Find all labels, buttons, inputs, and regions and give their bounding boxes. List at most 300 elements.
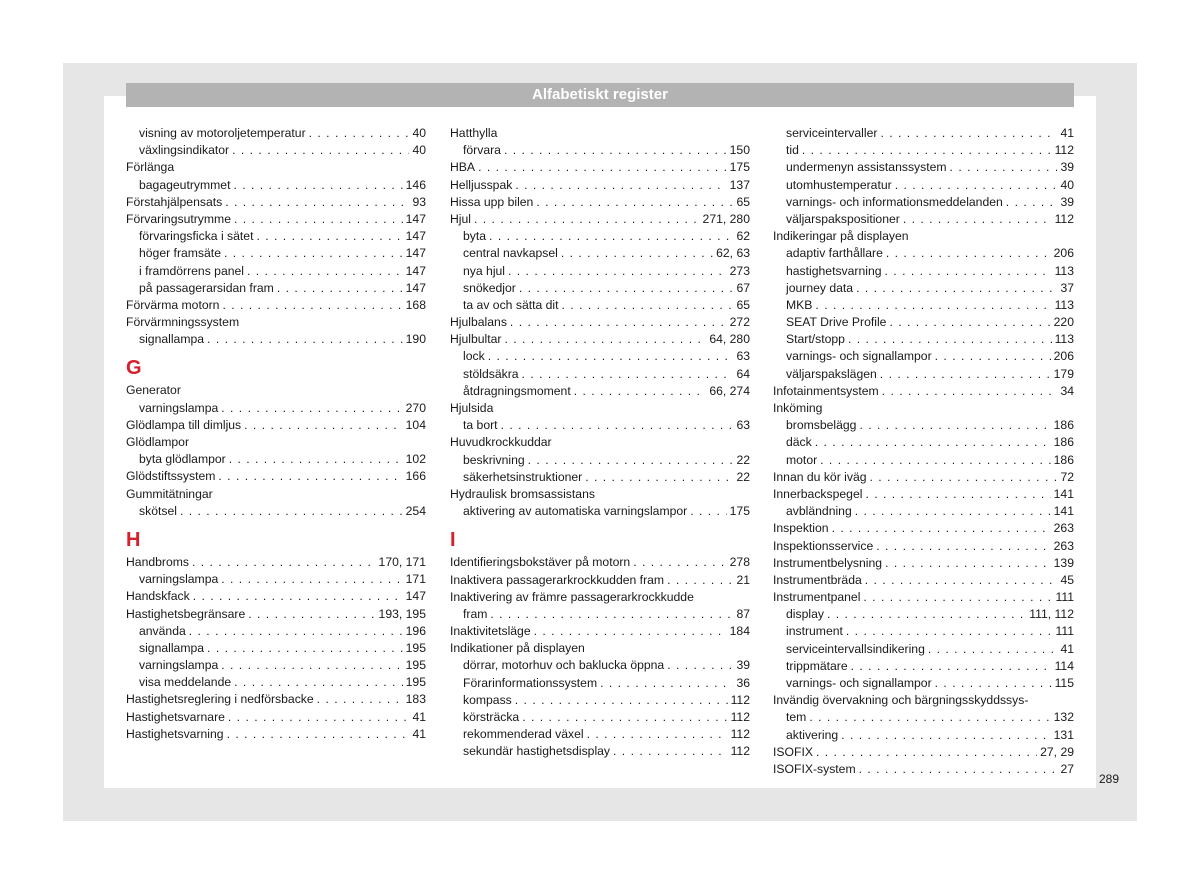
index-subentry bbox=[450, 383, 750, 400]
entry-term: visning av motoroljetemperatur bbox=[139, 126, 306, 140]
entry-page-ref: 66, 274 bbox=[709, 383, 750, 398]
entry-page-ref: 41 bbox=[1060, 126, 1074, 140]
index-entry bbox=[773, 692, 1074, 709]
leader-dots bbox=[221, 657, 402, 674]
entry-term: kompass bbox=[463, 692, 512, 707]
index-subentry bbox=[773, 434, 1074, 451]
entry-page-ref: 273 bbox=[729, 263, 750, 278]
index-entry bbox=[126, 554, 426, 571]
entry-page-ref: 65 bbox=[736, 297, 750, 312]
entry-page-ref: 40 bbox=[412, 126, 426, 140]
index-subentry bbox=[126, 331, 426, 348]
leader-dots bbox=[865, 486, 1050, 503]
entry-term: varningslampa bbox=[139, 658, 219, 673]
entry-page-ref: 39 bbox=[1060, 160, 1074, 175]
leader-dots bbox=[667, 657, 733, 674]
leader-dots bbox=[504, 142, 727, 159]
entry-term: lock bbox=[463, 349, 485, 364]
entry-term: väljarspakspositioner bbox=[786, 211, 900, 226]
index-subentry bbox=[126, 400, 426, 417]
entry-term: väljarspakslägen bbox=[786, 366, 877, 381]
entry-term: HBA bbox=[450, 160, 476, 175]
entry-term: däck bbox=[786, 435, 812, 450]
index-subentry bbox=[773, 727, 1074, 744]
entry-term: instrument bbox=[786, 624, 843, 639]
leader-dots bbox=[561, 245, 713, 262]
leader-dots bbox=[802, 142, 1052, 159]
entry-term: byta glödlampor bbox=[139, 452, 226, 467]
entry-page-ref: 139 bbox=[1053, 555, 1074, 570]
entry-page-ref: 102 bbox=[405, 452, 426, 467]
leader-dots bbox=[809, 709, 1050, 726]
entry-term: Identifieringsbokstäver på motorn bbox=[450, 555, 631, 570]
index-entry bbox=[126, 211, 426, 228]
entry-term: trippmätare bbox=[786, 658, 848, 673]
entry-term: Hjulsida bbox=[450, 401, 494, 415]
entry-term: sekundär hastighetsdisplay bbox=[463, 744, 611, 759]
entry-term: Inspektion bbox=[773, 521, 829, 536]
index-subentry bbox=[126, 623, 426, 640]
entry-page-ref: 67 bbox=[736, 280, 750, 295]
entry-term: Indikationer på displayen bbox=[450, 641, 585, 656]
index-subentry bbox=[126, 451, 426, 468]
leader-dots bbox=[488, 348, 734, 365]
entry-page-ref: 40 bbox=[1060, 177, 1074, 192]
entry-page-ref: 183 bbox=[405, 692, 426, 707]
entry-term: skötsel bbox=[139, 503, 177, 518]
leader-dots bbox=[221, 571, 402, 588]
entry-page-ref: 170, 171 bbox=[378, 554, 426, 569]
index-subentry bbox=[126, 571, 426, 588]
section-letter: G bbox=[126, 357, 142, 380]
entry-page-ref: 22 bbox=[736, 452, 750, 467]
index-entry bbox=[450, 194, 750, 211]
index-subentry bbox=[773, 245, 1074, 262]
entry-term: varnings- och signallampor bbox=[786, 676, 932, 690]
entry-page-ref: 41 bbox=[1060, 641, 1074, 656]
entry-term: Inaktivera passagerarkrockkudden fram bbox=[450, 572, 665, 587]
index-entry bbox=[773, 572, 1074, 589]
entry-page-ref: 271, 280 bbox=[702, 211, 750, 226]
entry-term: Hissa upp bilen bbox=[450, 194, 534, 209]
index-entry bbox=[126, 468, 426, 485]
index-entry bbox=[126, 194, 426, 211]
index-subentry bbox=[126, 142, 426, 159]
index-entry bbox=[126, 382, 426, 399]
leader-dots bbox=[885, 263, 1052, 280]
index-entry bbox=[450, 125, 750, 142]
leader-dots bbox=[859, 417, 1050, 434]
entry-term: Helljusspak bbox=[450, 177, 513, 192]
entry-term: Hjul bbox=[450, 211, 471, 226]
entry-page-ref: 62 bbox=[736, 229, 750, 244]
entry-page-ref: 45 bbox=[1060, 572, 1074, 587]
leader-dots bbox=[228, 709, 410, 726]
entry-term: Instrumentbräda bbox=[773, 572, 862, 587]
index-entry bbox=[450, 623, 750, 640]
index-subentry bbox=[773, 641, 1074, 658]
entry-term: Handskfack bbox=[126, 589, 190, 604]
leader-dots bbox=[815, 434, 1051, 451]
leader-dots bbox=[820, 452, 1051, 469]
entry-term: Inköming bbox=[773, 401, 823, 415]
entry-page-ref: 115 bbox=[1054, 676, 1074, 690]
entry-page-ref: 131 bbox=[1053, 727, 1074, 742]
entry-term: signallampa bbox=[139, 332, 205, 347]
leader-dots bbox=[247, 263, 403, 280]
entry-term: Glödlampa till dimljus bbox=[126, 417, 242, 432]
leader-dots bbox=[515, 692, 728, 709]
entry-term: Indikeringar på displayen bbox=[773, 229, 909, 244]
leader-dots bbox=[882, 383, 1058, 400]
entry-page-ref: 196 bbox=[405, 623, 426, 638]
index-subentry bbox=[450, 366, 750, 383]
page-header: Alfabetiskt register bbox=[126, 83, 1074, 107]
entry-term: Hastighetsreglering i nedförsbacke bbox=[126, 692, 314, 707]
index-subentry bbox=[450, 417, 750, 434]
entry-term: Hydraulisk bromsassistans bbox=[450, 486, 595, 501]
entry-page-ref: 263 bbox=[1053, 521, 1074, 536]
entry-term: display bbox=[786, 607, 824, 622]
entry-page-ref: 37 bbox=[1060, 280, 1074, 295]
entry-page-ref: 195 bbox=[405, 675, 426, 690]
entry-page-ref: 22 bbox=[736, 469, 750, 484]
index-entry bbox=[450, 400, 750, 417]
entry-term: tem bbox=[786, 710, 807, 725]
entry-page-ref: 64, 280 bbox=[709, 332, 750, 347]
leader-dots bbox=[189, 623, 403, 640]
entry-page-ref: 147 bbox=[405, 280, 426, 295]
index-subentry bbox=[773, 211, 1074, 228]
index-entry bbox=[450, 177, 750, 194]
entry-page-ref: 186 bbox=[1053, 452, 1074, 467]
entry-page-ref: 132 bbox=[1053, 710, 1074, 725]
leader-dots bbox=[880, 125, 1057, 142]
entry-page-ref: 190 bbox=[405, 332, 426, 347]
entry-term: aktivering bbox=[786, 727, 839, 742]
entry-page-ref: 206 bbox=[1053, 349, 1074, 364]
index-subentry bbox=[773, 606, 1074, 623]
entry-term: Instrumentpanel bbox=[773, 590, 861, 605]
leader-dots bbox=[865, 572, 1058, 589]
entry-term: visa meddelande bbox=[139, 675, 232, 690]
index-subentry bbox=[450, 228, 750, 245]
entry-page-ref: 63 bbox=[736, 418, 750, 433]
leader-dots bbox=[562, 297, 734, 314]
entry-term: Infotainmentsystem bbox=[773, 383, 879, 398]
entry-page-ref: 147 bbox=[405, 229, 426, 244]
entry-page-ref: 113 bbox=[1054, 297, 1074, 312]
entry-term: Förvärma motorn bbox=[126, 297, 220, 312]
entry-term: Glödstiftssystem bbox=[126, 469, 216, 484]
index-subentry bbox=[450, 469, 750, 486]
index-entry bbox=[773, 538, 1074, 555]
index-entry bbox=[126, 709, 426, 726]
index-subentry bbox=[773, 125, 1074, 142]
entry-term: dörrar, motorhuv och baklucka öppna bbox=[463, 658, 665, 673]
entry-page-ref: 171 bbox=[405, 572, 426, 587]
entry-term: Hastighetsvarning bbox=[126, 726, 224, 741]
entry-page-ref: 147 bbox=[405, 211, 426, 226]
entry-term: ISOFIX bbox=[773, 744, 813, 759]
leader-dots bbox=[855, 503, 1051, 520]
index-entry bbox=[126, 434, 426, 451]
leader-dots bbox=[225, 194, 409, 211]
leader-dots bbox=[510, 314, 727, 331]
entry-term: körsträcka bbox=[463, 710, 520, 724]
leader-dots bbox=[522, 366, 734, 383]
index-entry bbox=[450, 554, 750, 571]
entry-term: undermenyn assistanssystem bbox=[786, 160, 947, 175]
entry-term: fram bbox=[463, 606, 488, 621]
entry-page-ref: 112 bbox=[730, 727, 750, 742]
entry-term: Hatthylla bbox=[450, 126, 498, 140]
leader-dots bbox=[478, 159, 727, 176]
section-letter: H bbox=[126, 528, 141, 551]
index-subentry bbox=[450, 280, 750, 297]
entry-page-ref: 112 bbox=[730, 710, 750, 724]
entry-term: bromsbelägg bbox=[786, 418, 857, 433]
leader-dots bbox=[490, 606, 733, 623]
entry-page-ref: 272 bbox=[729, 315, 750, 330]
leader-dots bbox=[846, 623, 1053, 640]
index-subentry bbox=[773, 709, 1074, 726]
leader-dots bbox=[508, 263, 727, 280]
index-subentry bbox=[773, 348, 1074, 365]
index-subentry bbox=[126, 228, 426, 245]
index-subentry bbox=[450, 657, 750, 674]
index-subentry bbox=[450, 675, 750, 692]
index-entry bbox=[773, 761, 1074, 778]
leader-dots bbox=[667, 572, 733, 589]
index-column-2 bbox=[450, 125, 750, 761]
leader-dots bbox=[848, 331, 1052, 348]
index-entry bbox=[450, 211, 750, 228]
entry-term: serviceintervaller bbox=[786, 126, 878, 140]
entry-term: Hastighetsvarnare bbox=[126, 709, 225, 724]
leader-dots bbox=[856, 280, 1057, 297]
entry-page-ref: 104 bbox=[405, 417, 426, 432]
index-subentry bbox=[773, 675, 1074, 692]
leader-dots bbox=[827, 606, 1026, 623]
index-subentry bbox=[773, 503, 1074, 520]
entry-term: Hastighetsbegränsare bbox=[126, 606, 246, 621]
leader-dots bbox=[876, 538, 1050, 555]
leader-dots bbox=[234, 674, 403, 691]
index-entry bbox=[450, 589, 750, 606]
entry-page-ref: 63 bbox=[736, 349, 750, 364]
index-entry bbox=[126, 486, 426, 503]
leader-dots bbox=[227, 726, 410, 743]
entry-term: ISOFIX-system bbox=[773, 761, 856, 776]
entry-page-ref: 146 bbox=[405, 177, 426, 192]
leader-dots bbox=[587, 726, 728, 743]
leader-dots bbox=[234, 211, 403, 228]
entry-page-ref: 39 bbox=[1060, 194, 1074, 209]
entry-term: varningslampa bbox=[139, 400, 219, 415]
index-subentry bbox=[773, 177, 1074, 194]
entry-page-ref: 21 bbox=[736, 572, 750, 587]
entry-term: Glödlampor bbox=[126, 435, 189, 449]
entry-page-ref: 147 bbox=[405, 589, 426, 604]
entry-page-ref: 27, 29 bbox=[1040, 744, 1074, 759]
leader-dots bbox=[222, 297, 402, 314]
leader-dots bbox=[950, 159, 1058, 176]
index-entry bbox=[773, 228, 1074, 245]
entry-page-ref: 270 bbox=[405, 400, 426, 415]
index-entry bbox=[126, 314, 426, 331]
index-entry bbox=[450, 572, 750, 589]
leader-dots bbox=[207, 331, 403, 348]
entry-page-ref: 278 bbox=[729, 555, 750, 570]
entry-page-ref: 220 bbox=[1053, 315, 1074, 330]
leader-dots bbox=[935, 348, 1051, 365]
index-entry bbox=[126, 159, 426, 176]
entry-page-ref: 36 bbox=[736, 675, 750, 690]
leader-dots bbox=[528, 452, 734, 469]
leader-dots bbox=[232, 142, 409, 159]
index-subentry bbox=[126, 280, 426, 297]
entry-page-ref: 111 bbox=[1055, 624, 1074, 639]
entry-page-ref: 112 bbox=[1054, 211, 1074, 226]
entry-page-ref: 141 bbox=[1053, 486, 1074, 501]
entry-term: Innan du kör iväg bbox=[773, 469, 867, 484]
index-subentry bbox=[773, 331, 1074, 348]
index-subentry bbox=[126, 640, 426, 657]
entry-term: ta av och sätta dit bbox=[463, 297, 559, 312]
index-entry bbox=[450, 486, 750, 503]
leader-dots bbox=[515, 177, 726, 194]
entry-term: hastighetsvarning bbox=[786, 263, 882, 278]
index-column-3 bbox=[773, 125, 1074, 778]
leader-dots bbox=[574, 383, 707, 400]
entry-page-ref: 195 bbox=[405, 658, 426, 673]
index-subentry bbox=[126, 674, 426, 691]
leader-dots bbox=[1006, 194, 1058, 211]
entry-page-ref: 87 bbox=[736, 606, 750, 621]
entry-term: ta bort bbox=[463, 418, 498, 433]
index-subentry bbox=[773, 194, 1074, 211]
entry-term: Förarinformationssystem bbox=[463, 675, 598, 690]
index-subentry bbox=[450, 245, 750, 262]
entry-term: journey data bbox=[786, 280, 854, 295]
index-subentry bbox=[773, 623, 1074, 640]
index-subentry bbox=[773, 263, 1074, 280]
index-subentry bbox=[773, 159, 1074, 176]
index-subentry bbox=[773, 366, 1074, 383]
index-subentry bbox=[773, 417, 1074, 434]
leader-dots bbox=[885, 555, 1051, 572]
entry-term: adaptiv farthållare bbox=[786, 246, 883, 261]
index-entry bbox=[126, 417, 426, 434]
index-entry bbox=[773, 400, 1074, 417]
entry-term: stöldsäkra bbox=[463, 366, 519, 381]
index-entry bbox=[126, 726, 426, 743]
index-subentry bbox=[126, 125, 426, 142]
leader-dots bbox=[928, 641, 1058, 658]
leader-dots bbox=[870, 469, 1058, 486]
entry-term: rekommenderad växel bbox=[463, 727, 584, 742]
entry-term: åtdragningsmoment bbox=[463, 383, 571, 398]
entry-term: förvara bbox=[463, 143, 501, 158]
leader-dots bbox=[244, 417, 403, 434]
index-entry bbox=[773, 486, 1074, 503]
index-subentry bbox=[773, 658, 1074, 675]
entry-page-ref: 41 bbox=[412, 709, 426, 724]
index-entry bbox=[126, 691, 426, 708]
entry-term: Generator bbox=[126, 383, 181, 398]
entry-term: säkerhetsinstruktioner bbox=[463, 469, 583, 484]
entry-term: aktivering av automatiska varningslampor bbox=[463, 504, 688, 519]
entry-term: på passagerarsidan fram bbox=[139, 280, 274, 295]
leader-dots bbox=[489, 228, 733, 245]
index-subentry bbox=[450, 503, 750, 520]
entry-term: Förlänga bbox=[126, 160, 175, 175]
entry-term: använda bbox=[139, 623, 186, 638]
index-entry bbox=[126, 588, 426, 605]
index-subentry bbox=[773, 314, 1074, 331]
entry-term: Huvudkrockkuddar bbox=[450, 435, 552, 450]
entry-page-ref: 175 bbox=[729, 160, 750, 175]
entry-page-ref: 195 bbox=[405, 640, 426, 655]
entry-term: Hjulbultar bbox=[450, 332, 502, 347]
entry-page-ref: 112 bbox=[730, 692, 750, 707]
leader-dots bbox=[889, 314, 1050, 331]
leader-dots bbox=[536, 194, 733, 211]
leader-dots bbox=[895, 177, 1058, 194]
entry-page-ref: 39 bbox=[736, 658, 750, 673]
entry-page-ref: 65 bbox=[736, 194, 750, 209]
entry-page-ref: 193, 195 bbox=[378, 606, 426, 621]
entry-term: snökedjor bbox=[463, 280, 516, 295]
entry-page-ref: 41 bbox=[412, 726, 426, 741]
leader-dots bbox=[277, 280, 403, 297]
index-entry bbox=[450, 331, 750, 348]
index-subentry bbox=[450, 452, 750, 469]
leader-dots bbox=[841, 727, 1050, 744]
entry-term: tid bbox=[786, 143, 799, 158]
entry-page-ref: 186 bbox=[1053, 435, 1074, 450]
entry-page-ref: 166 bbox=[405, 469, 426, 484]
entry-page-ref: 137 bbox=[729, 177, 750, 192]
leader-dots bbox=[534, 623, 727, 640]
leader-dots bbox=[851, 658, 1052, 675]
entry-page-ref: 113 bbox=[1054, 332, 1074, 347]
entry-page-ref: 179 bbox=[1053, 366, 1074, 381]
leader-dots bbox=[192, 554, 376, 571]
entry-term: SEAT Drive Profile bbox=[786, 315, 887, 330]
entry-page-ref: 34 bbox=[1060, 383, 1074, 398]
index-entry bbox=[450, 159, 750, 176]
leader-dots bbox=[256, 228, 402, 245]
index-entry bbox=[126, 606, 426, 623]
entry-term: byta bbox=[463, 229, 487, 244]
entry-page-ref: 113 bbox=[1054, 263, 1074, 278]
leader-dots bbox=[585, 469, 733, 486]
leader-dots bbox=[903, 211, 1052, 228]
entry-term: Instrumentbelysning bbox=[773, 555, 883, 570]
leader-dots bbox=[193, 588, 403, 605]
index-subentry bbox=[450, 709, 750, 726]
index-subentry bbox=[126, 503, 426, 520]
entry-page-ref: 93 bbox=[412, 194, 426, 209]
index-entry bbox=[773, 383, 1074, 400]
entry-page-ref: 147 bbox=[405, 263, 426, 278]
leader-dots bbox=[309, 125, 410, 142]
leader-dots bbox=[474, 211, 700, 228]
leader-dots bbox=[863, 589, 1052, 606]
index-entry bbox=[773, 469, 1074, 486]
